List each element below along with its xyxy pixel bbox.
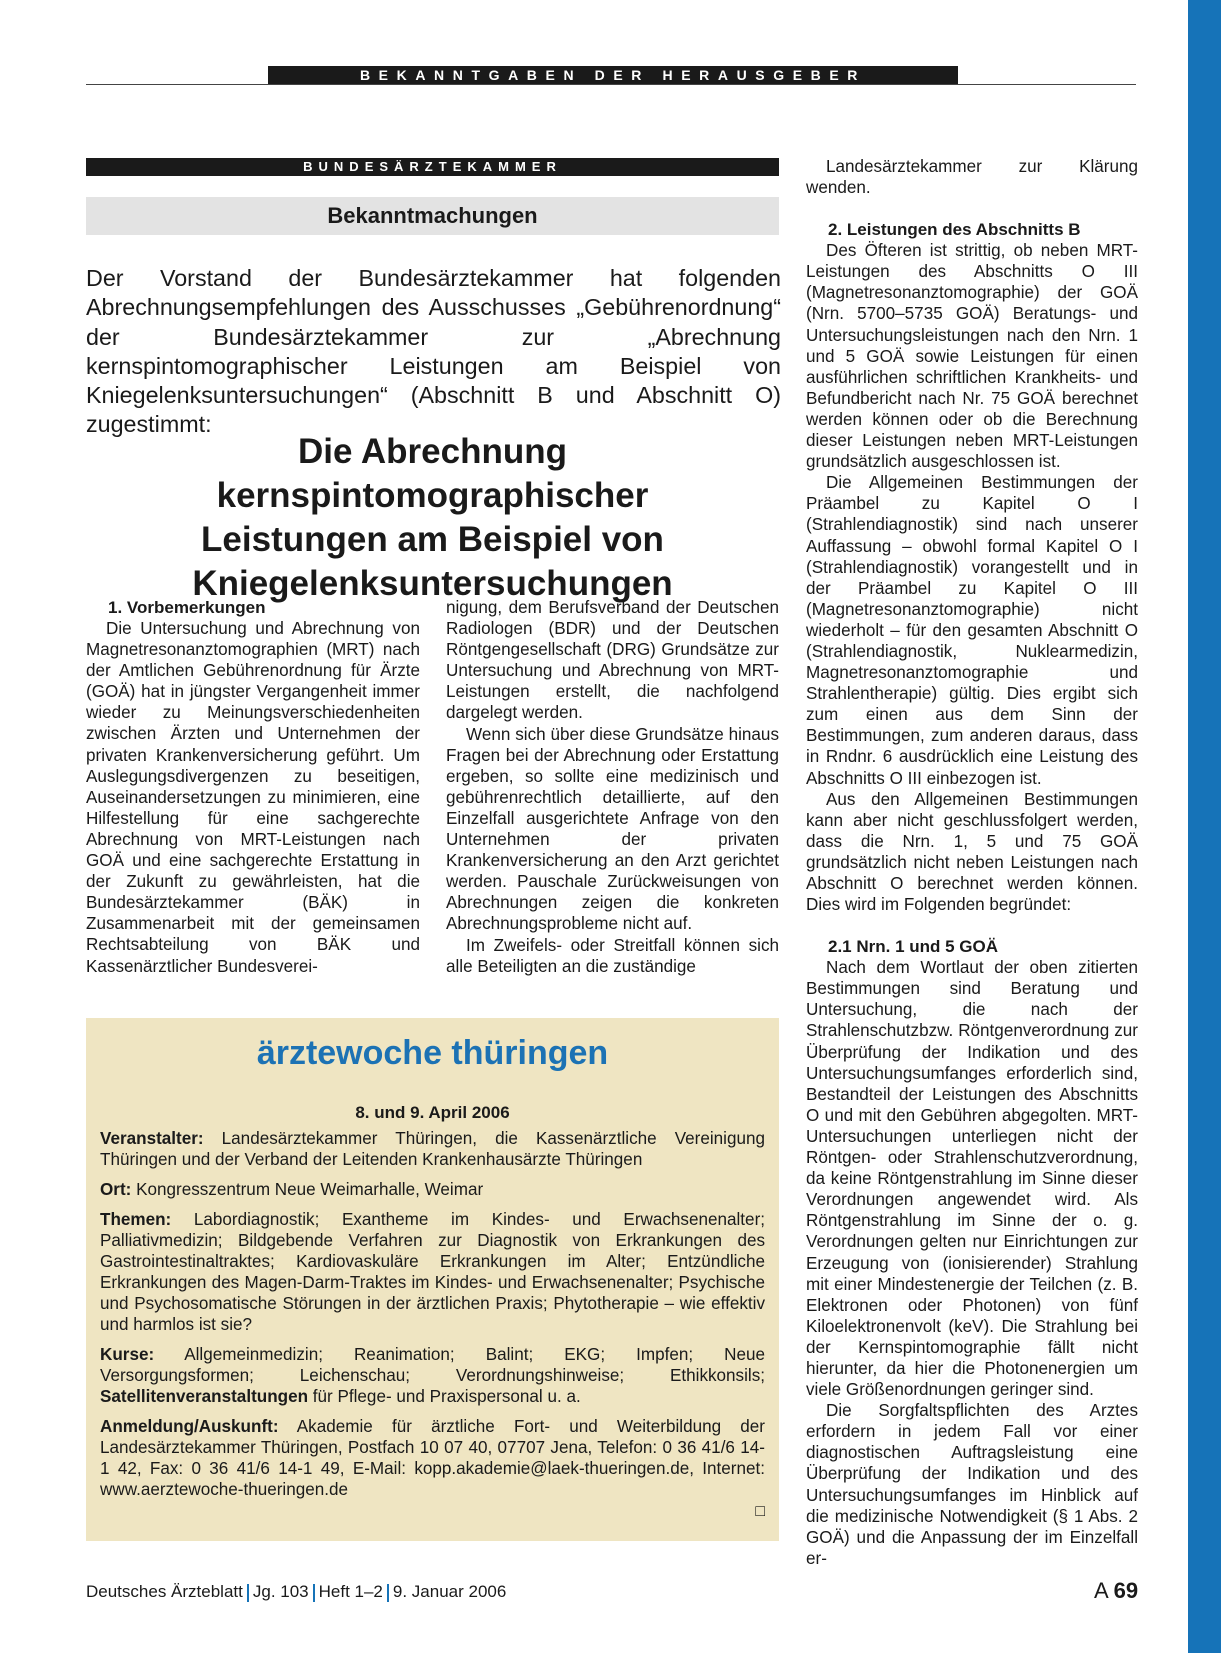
event-courses	[100, 1344, 765, 1407]
event-date: 8. und 9. April 2006	[355, 1103, 510, 1122]
heading-leistungen-abschnitt-b: 2. Leistungen des Abschnitts B	[828, 220, 1081, 240]
column-2	[446, 597, 779, 977]
paragraph: nigung, dem Berufsverband der Deutschen Radiologen (BDR) und der Deutschen Röntgengesellschaft (DRG) Grundsätze zur Untersuchung und Abrechnung von MRT-Leistungen erstellt, die nachfolgend dargelegt werden.	[446, 598, 779, 723]
title-line-2: Leistungen am Beispiel von	[201, 520, 664, 559]
issue-date: 9. Januar 2006	[392, 1582, 507, 1601]
volume: Jg. 103	[252, 1582, 309, 1601]
value: Kongresszentrum Neue Weimarhalle, Weimar	[136, 1180, 484, 1199]
section-band: BUNDESÄRZTEKAMMER	[86, 158, 779, 176]
separator	[387, 1584, 389, 1602]
separator	[313, 1584, 315, 1602]
paragraph: Die Untersuchung und Abrechnung von Magnetresonanztomographien (MRT) nach der Amtlichen Gebührenordnung für Ärzte (GOÄ) hat in jüngster Vergangenheit immer wieder zu Meinungsverschiedenheiten zwischen Ärzten und Unternehmen der privaten Krankenversicherung geführt. Um Auslegungsdivergenzen zu beseitigen, Auseinandersetzungen zu minimieren, eine Hilfestellung für eine sachgerechte Abrechnung von MRT-Leistungen nach GOÄ und eine sachgerechte Erstattung in der Zukunft zu gewährleisten, hat die Bundesärztekammer (BÄK) in Zusammenarbeit mit der gemeinsamen Rechtsabteilung von BÄK und Kassenärztlicher Bundesverei-	[86, 619, 420, 976]
journal-name: Deutsches Ärzteblatt	[86, 1582, 243, 1601]
paragraph: Die Sorgfaltspflichten des Arztes erfordern in jedem Fall vor einer diagnostischen Auftragsleistung eine Überprüfung der Indikation und des Untersuchungsumfanges im Hinblick auf die medizinische Notwendigkeit (§ 1 Abs. 2 GOÄ) und die Anpassung der im Einzelfall er-	[806, 1401, 1138, 1568]
paragraph: Landesärztekammer zur Klärung wenden.	[806, 157, 1138, 198]
page-number-value: 69	[1113, 1578, 1139, 1603]
issue: Heft 1–2	[318, 1582, 383, 1601]
intro-paragraph: Der Vorstand der Bundesärztekammer hat folgenden Abrechnungsempfehlungen des Ausschusses „Gebührenordnung“ der Bundesärztekammer zur „Abrechnung kernspintomographischer Leistungen am Beispiel von Kniegelenksuntersuchungen“ (Abschnitt B und Abschnitt O) zugestimmt:	[86, 265, 781, 438]
label: Themen:	[100, 1210, 172, 1229]
footer-citation	[86, 1582, 506, 1602]
value-bold: Satellitenveranstaltungen	[100, 1387, 309, 1406]
paragraph: Die Allgemeinen Bestimmungen der Präambel zu Kapitel O I (Strahlendiagnostik) sind nach unserer Auffassung – obwohl formal Kapitel O I (Strahlendiagnostik) vorangestellt und in der Präambel zu Kapitel O III (Magnetresonanztomographie) nicht wiederholt – für den gesamten Abschnitt O (Strahlendiagnostik, Nuklearmedizin, Magnetresonanztomographie und Strahlentherapie) gültig. Dies ergibt sich zum einen aus dem Sinn der Bestimmungen, zum anderen daraus, dass in Rndnr. 6 ausdrücklich eine Leistung des Abschnitts O III einbezogen ist.	[806, 473, 1138, 788]
event-organizer	[100, 1128, 765, 1170]
title-line-1: Die Abrechnung kernspintomographischer	[216, 432, 649, 515]
event-registration	[100, 1416, 765, 1500]
value: für Pflege- und Praxispersonal u. a.	[312, 1387, 581, 1406]
spacer	[806, 198, 1138, 219]
section-heading: Bekanntmachungen	[86, 197, 779, 235]
paragraph: Wenn sich über diese Grundsätze hinaus Fragen bei der Abrechnung oder Erstattung ergeben, so sollte eine medizinisch und gebührenrechtlich detaillierte, auf den Einzelfall ausgerichtete Anfrage von den Unternehmen der privaten Krankenversicherung an den Arzt gerichtet werden. Pauschale Zurückweisungen von Abrechnungen zeigen die konkreten Abrechnungsprobleme nicht auf.	[446, 724, 779, 934]
value: Akademie für ärztliche Fort- und Weiterbildung der Landesärztekammer Thüringen, Postfach 10 07 40, 07707 Jena, Telefon: 0 36 41/6 14-1 42, Fax: 0 36 41/6 14-1 49, E-Mail: kopp.akademie@laek-thueringen.de, Internet: www.aerztewoche-thueringen.de	[100, 1417, 766, 1499]
label: Kurse:	[100, 1345, 155, 1364]
event-announcement-box	[86, 1018, 779, 1541]
label: Anmeldung/Auskunft:	[100, 1417, 279, 1436]
spacer	[806, 915, 1138, 936]
heading-vorbemerkungen: 1. Vorbemerkungen	[108, 598, 266, 617]
paragraph: Im Zweifels- oder Streitfall können sich alle Beteiligten an die zuständige	[446, 935, 779, 976]
page-number	[1094, 1578, 1138, 1604]
event-topics	[100, 1209, 765, 1335]
column-1	[86, 597, 420, 977]
end-mark-icon: □	[755, 1503, 765, 1520]
paragraph: Nach dem Wortlaut der oben zitierten Bestimmungen sind Beratung und Untersuchung, die nach der Strahlenschutzbzw. Röntgenverordnung zur Überprüfung der Indikation und des Untersuchungsumfanges erforderlich sind, Bestandteil der Leistungen des Abschnitts O und mit den Gebühren abgegolten. MRT-Untersuchungen unterliegen nicht der Röntgen- oder Strahlenschutzverordnung, da keine Röntgenstrahlung im Sinne dieser Verordnungen angewendet wird. Als Röntgenstrahlung im Sinne der o. g. Verordnungen gelten nur Einrichtungen zur Erzeugung von (ionisierender) Strahlung mit einer Mindestenergie der Teilchen (z. B. Elektronen oder Photonen) von fünf Kiloelektronenvolt (keV). Die Strahlung bei der Kernspintomographie fällt nicht hierunter, da hier die Photonenergien um viele Größenordnungen geringer sind.	[806, 958, 1138, 1400]
paragraph: Aus den Allgemeinen Bestimmungen kann aber nicht geschlussfolgert werden, dass die Nrn. 1, 5 und 75 GOÄ grundsätzlich nicht neben Leistungen nach Abschnitt O berechnet werden können. Dies wird im Folgenden begründet:	[806, 789, 1138, 915]
value: Allgemeinmedizin; Reanimation; Balint; EKG; Impfen; Neue Versorgungsformen; Leichenschau; Verordnungshinweise; Ethikkonsils;	[100, 1345, 765, 1385]
label: Ort:	[100, 1180, 132, 1199]
value: Landesärztekammer Thüringen, die Kassenärztliche Vereinigung Thüringen und der Verband der Leitenden Krankenhausärzte Thüringen	[100, 1129, 766, 1169]
column-3	[806, 156, 1138, 1569]
header-band: BEKANNTGABEN DER HERAUSGEBER	[268, 66, 958, 84]
margin-color-bar	[1188, 0, 1221, 1653]
label: Veranstalter:	[100, 1129, 204, 1148]
paragraph: Des Öfteren ist strittig, ob neben MRT-Leistungen des Abschnitts O III (Magnetresonanztomographie) der GOÄ (Nrn. 5700–5735 GOÄ) Beratungs- und Untersuchungsleistungen nach den Nrn. 1 und 5 GOÄ sowie Leistungen für einen ausführlichen schriftlichen Krankheits- und Befundbericht nach Nr. 75 GOÄ berechnet werden können oder ob die Berechnung dieser Leistungen neben MRT-Leistungen grundsätzlich ausgeschlossen ist.	[806, 241, 1138, 472]
value: Labordiagnostik; Exantheme im Kindes- und Erwachsenenalter; Palliativmedizin; Bildgebende Verfahren zur Diagnostik von Erkrankungen des Gastrointestinaltraktes; Kardiovaskuläre Erkrankungen im Alter; Entzündliche Erkrankungen des Magen-Darm-Traktes im Kindes- und Erwachsenenalter; Psychische und Psychosomatische Störungen in der ärztlichen Praxis; Phytotherapie – wie effektiv und harmlos ist sie?	[100, 1210, 766, 1334]
event-title: ärztewoche thüringen	[256, 1034, 609, 1072]
header-rule	[86, 84, 1136, 85]
title-line-3: Kniegelenksuntersuchungen	[192, 564, 673, 603]
heading-nrn-1-und-5: 2.1 Nrn. 1 und 5 GOÄ	[828, 937, 999, 957]
event-location	[100, 1179, 765, 1200]
page-prefix: A	[1094, 1578, 1108, 1603]
article-title	[86, 430, 779, 606]
separator	[247, 1584, 249, 1602]
event-details	[100, 1128, 765, 1509]
